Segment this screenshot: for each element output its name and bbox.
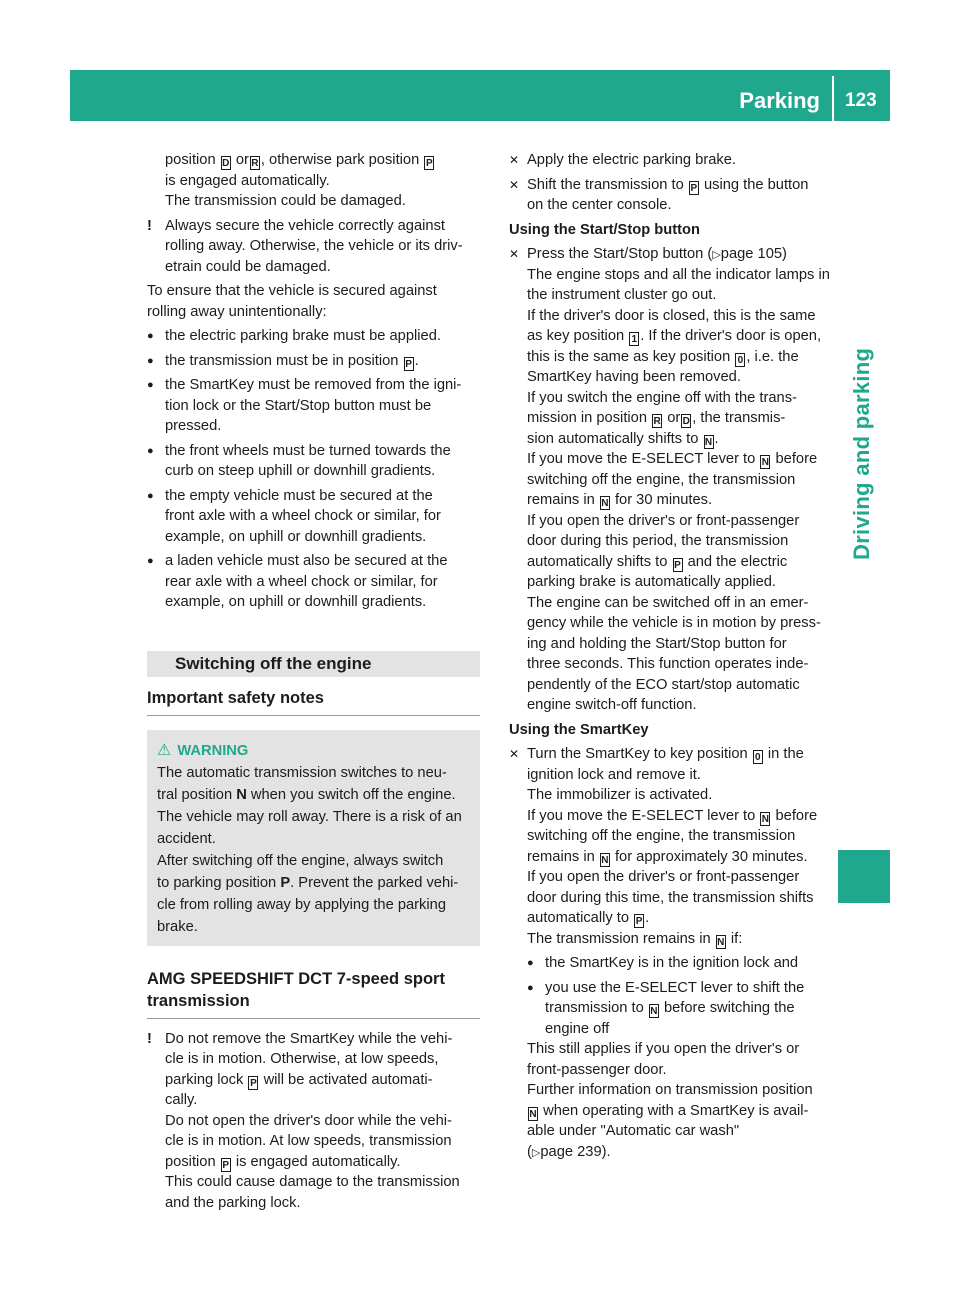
list-item: ● the SmartKey must be removed from the igni- tion lock or the Start/Stop button must be pressed. — [147, 377, 462, 434]
key-p-icon: P — [426, 158, 433, 169]
key-d-icon: D — [682, 416, 690, 427]
step-icon: ✕ — [509, 177, 520, 192]
key-r-icon: R — [251, 158, 259, 169]
key-n-icon: N — [650, 1006, 658, 1017]
bullet-icon: ● — [147, 555, 154, 567]
step-icon: ✕ — [509, 153, 520, 167]
list-item: ● the electric parking brake must be applied. — [147, 326, 480, 347]
ref-icon: ▷ — [531, 1146, 541, 1159]
key-n-icon: N — [601, 498, 609, 509]
key-p-icon: P — [405, 358, 412, 370]
key-1-icon: 1 — [629, 332, 639, 346]
list-item: ● the transmission must be in position P . — [147, 352, 419, 370]
text-line: is engaged automatically. — [165, 172, 330, 189]
key-p-icon: P — [674, 559, 681, 571]
step-item: ✕ Shift the transmission to P using the button on the center console. — [509, 176, 809, 213]
warning-icon: ⚠ — [157, 741, 172, 759]
step-icon: ✕ — [509, 747, 520, 761]
key-n-icon: N — [529, 1108, 537, 1120]
text-line: To ensure that the vehicle is secured against — [147, 283, 437, 299]
key-n-icon: N — [761, 457, 770, 468]
bullet-icon: ● — [147, 444, 154, 457]
warning-title: WARNING — [177, 742, 249, 759]
page-ref-link[interactable]: page 105) — [720, 246, 787, 262]
tail-paragraph: This still applies if you open the driver's or front-passenger door. Further information on transmission position N when operating with a SmartKey is avail- able under "Automatic car wash" (▷page 239). — [527, 1041, 813, 1160]
page-number: 123 — [845, 90, 877, 111]
right-column — [509, 150, 835, 1162]
ref-icon: ▷ — [712, 249, 721, 261]
subheading: Important safety notes — [147, 687, 480, 716]
list-item: ● the empty vehicle must be secured at the front axle with a wheel chock or similar, for example, on uphill or downhill gradients. — [147, 487, 441, 545]
note-block: ! Always secure the vehicle correctly against rolling away. Otherwise, the vehicle or its driv- etrain could be damaged. — [147, 217, 463, 275]
text-line: rolling away unintentionally: — [147, 303, 327, 320]
bullet-icon: ● — [527, 957, 534, 969]
note-icon: ! — [147, 1030, 152, 1047]
header-title: Parking — [739, 88, 820, 113]
bullet-icon: ● — [147, 354, 154, 367]
step-icon: ✕ — [509, 247, 520, 261]
key-n-icon: N — [704, 436, 713, 448]
subheading-amg: AMG SPEEDSHIFT DCT 7-speed sport transmission — [147, 968, 480, 1019]
key-n-icon: N — [761, 813, 770, 825]
step-item: ✕ Apply the electric parking brake. — [509, 150, 835, 171]
key-p-icon: P — [690, 182, 698, 194]
list-item: ● the SmartKey is in the ignition lock and — [527, 953, 835, 974]
bullet-icon: ● — [147, 330, 154, 342]
key-p-icon: P — [635, 916, 643, 927]
note-icon: ! — [147, 217, 152, 234]
step-item: ✕ Press the Start/Stop button (▷page 105) The engine stops and all the indicator lamps in the instrument cluster go out. If the driver's door is closed, this is the same as key position 1 . If the driver's door is open, this is the same as key position 0 , i.e. the SmartKey having been removed. If you switch the engine off with the trans- mission in position R or D , the transmis- sion automatically shifts to N . If you move the E-SELECT lever to N before switching off the engine, the transmission remains in N for 30 minutes. If you open the driver's or front-passenger door during this period, the transmission automatically shifts to P and the electric parking brake is automatically applied. The engine can be switched off in an emer- gency while the vehicle is in motion by press- ing and holding the Start/Stop button for three seconds. This function operates inde- pendently of the ECO start/stop automatic engine switch-off function. — [509, 246, 830, 713]
key-p-icon: P — [250, 1077, 257, 1089]
key-d-icon: D — [222, 158, 230, 169]
header-bar — [70, 70, 890, 121]
text-line: position D or R , otherwise park position P — [165, 152, 433, 169]
key-0-icon: 0 — [735, 353, 745, 367]
bullet-icon: ● — [527, 981, 534, 994]
side-tab-label: Driving and parking — [849, 347, 874, 560]
list-item: ● a laden vehicle must also be secured at the rear axle with a wheel chock or similar, for example, on uphill or downhill gradients. — [147, 553, 448, 610]
bullet-icon: ● — [147, 489, 154, 502]
note-block: ! Do not remove the SmartKey while the vehi- cle is in motion. Otherwise, at low speeds, parking lock P will be activated automati- cally. Do not open the driver's door while the vehi- cle is in motion. At low speeds, transmission position P is engaged automatically. This could cause damage to the transmission and the parking lock. — [147, 1030, 460, 1211]
key-0-icon: 0 — [753, 750, 763, 764]
key-n-icon: N — [601, 854, 609, 866]
header-separator — [832, 76, 834, 121]
section-title: Switching off the engine — [147, 651, 480, 677]
warning-box: ⚠ WARNING The automatic transmission switches to neu- tral position N when you switch off the engine. The vehicle may roll away. There is a risk of an accident. After switching off the engine, always switch to parking position P. Prevent the parked vehi- cle from rolling away by applying the parking brake. — [147, 730, 480, 946]
side-tab-block — [838, 850, 890, 903]
left-column — [147, 150, 480, 1213]
bullet-icon: ● — [147, 379, 154, 391]
key-r-icon: R — [653, 416, 661, 427]
key-n-icon: N — [717, 936, 725, 948]
step-item: ✕ Turn the SmartKey to key position 0 in the ignition lock and remove it. The immobilizer is activated. If you move the E-SELECT lever to N before switching off the engine, the transmission remains in N for approximately 30 minutes. If you open the driver's or front-passenger door during this time, the transmission shifts automatically to P . The transmission remains in N if: — [509, 746, 818, 948]
key-p-icon: P — [222, 1159, 230, 1171]
text-line: The transmission could be damaged. — [165, 193, 406, 209]
subheading-start-stop: Using the Start/Stop button — [509, 221, 700, 238]
list-item: ● the front wheels must be turned towards the curb on steep uphill or downhill gradients. — [147, 442, 451, 479]
page-ref-link[interactable]: page 239). — [540, 1143, 611, 1160]
subheading-smartkey: Using the SmartKey — [509, 721, 649, 738]
list-item: ● you use the E-SELECT lever to shift the transmission to N before switching the engine off — [527, 979, 805, 1037]
